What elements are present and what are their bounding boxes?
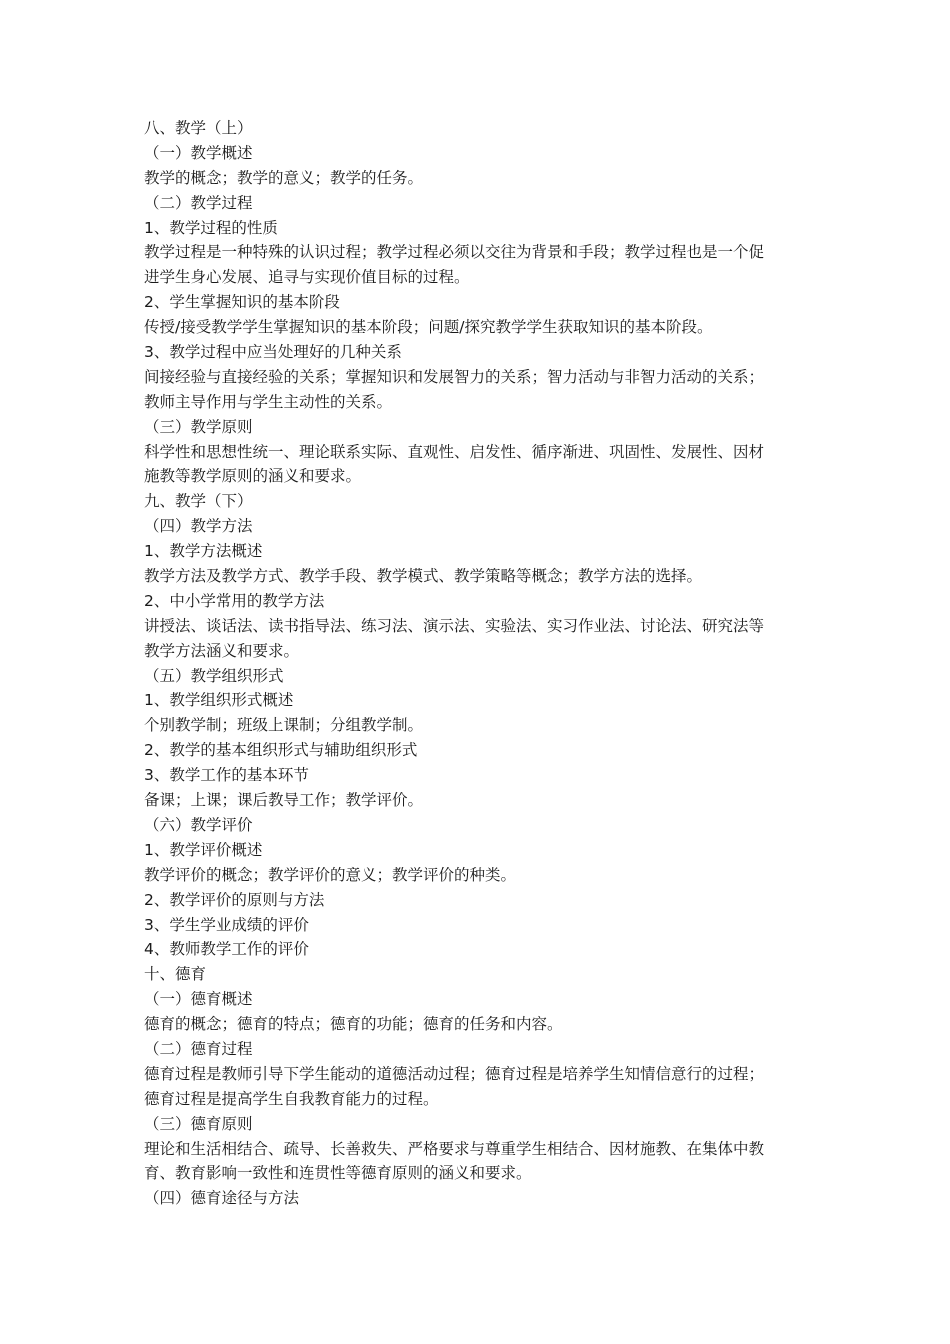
item-heading: 1、教学过程的性质: [144, 218, 278, 237]
paragraph-line: 教学方法涵义和要求。: [144, 641, 300, 660]
item-heading: 2、学生掌握知识的基本阶段: [144, 293, 340, 312]
paragraph-line: 德育的概念；德育的特点；德育的功能；德育的任务和内容。: [144, 1015, 563, 1034]
subheading-teaching-evaluation: （六）教学评价: [144, 815, 253, 834]
document-body: [144, 116, 812, 1211]
subheading-teaching-overview: （一）教学概述: [144, 143, 253, 162]
paragraph-line: 育、教育影响一致性和连贯性等德育原则的涵义和要求。: [144, 1164, 532, 1183]
subheading-teaching-organization: （五）教学组织形式: [144, 666, 284, 685]
paragraph-line: 科学性和思想性统一、理论联系实际、直观性、启发性、循序渐进、巩固性、发展性、因材: [144, 442, 765, 461]
item-heading: 2、教学的基本组织形式与辅助组织形式: [144, 741, 418, 760]
item-heading: 1、教学方法概述: [144, 542, 263, 561]
paragraph-line: 传授/接受教学学生掌握知识的基本阶段；问题/探究教学学生获取知识的基本阶段。: [144, 318, 713, 337]
paragraph-line: 个别教学制；班级上课制；分组教学制。: [144, 716, 424, 735]
subheading-moral-methods: （四）德育途径与方法: [144, 1189, 300, 1208]
item-heading: 2、教学评价的原则与方法: [144, 890, 325, 909]
subheading-teaching-methods: （四）教学方法: [144, 517, 253, 536]
paragraph-line: 理论和生活相结合、疏导、长善救失、严格要求与尊重学生相结合、因材施教、在集体中教: [144, 1139, 765, 1158]
paragraph-line: 教师主导作用与学生主动性的关系。: [144, 392, 393, 411]
paragraph-line: 教学方法及教学方式、教学手段、教学模式、教学策略等概念；教学方法的选择。: [144, 567, 703, 586]
paragraph-line: 备课；上课；课后教导工作；教学评价。: [144, 791, 424, 810]
paragraph-line: 教学的概念；教学的意义；教学的任务。: [144, 168, 424, 187]
item-heading: 3、学生学业成绩的评价: [144, 915, 309, 934]
subheading-teaching-principles: （三）教学原则: [144, 417, 253, 436]
item-heading: 3、教学过程中应当处理好的几种关系: [144, 343, 402, 362]
subheading-teaching-process: （二）教学过程: [144, 193, 253, 212]
item-heading: 2、中小学常用的教学方法: [144, 591, 325, 610]
heading-moral-education: 十、德育: [144, 965, 207, 984]
paragraph-line: 德育过程是提高学生自我教育能力的过程。: [144, 1089, 439, 1108]
heading-teaching-part2: 九、教学（下）: [144, 492, 253, 511]
paragraph-line: 施教等教学原则的涵义和要求。: [144, 467, 362, 486]
paragraph-line: 教学评价的概念；教学评价的意义；教学评价的种类。: [144, 865, 517, 884]
subheading-moral-principles: （三）德育原则: [144, 1114, 253, 1133]
heading-teaching-part1: 八、教学（上）: [144, 119, 253, 137]
paragraph-line: 讲授法、谈话法、读书指导法、练习法、演示法、实验法、实习作业法、讨论法、研究法等: [144, 616, 765, 635]
subheading-moral-overview: （一）德育概述: [144, 990, 253, 1009]
item-heading: 4、教师教学工作的评价: [144, 940, 309, 959]
item-heading: 3、教学工作的基本环节: [144, 766, 309, 785]
subheading-moral-process: （二）德育过程: [144, 1039, 253, 1058]
item-heading: 1、教学组织形式概述: [144, 691, 294, 710]
paragraph-line: 间接经验与直接经验的关系；掌握知识和发展智力的关系；智力活动与非智力活动的关系；: [144, 367, 765, 386]
paragraph-line: 教学过程是一种特殊的认识过程；教学过程必须以交往为背景和手段；教学过程也是一个促: [144, 243, 765, 262]
paragraph-line: 德育过程是教师引导下学生能动的道德活动过程；德育过程是培养学生知情信意行的过程；: [144, 1064, 765, 1083]
paragraph-line: 进学生身心发展、追寻与实现价值目标的过程。: [144, 268, 470, 287]
item-heading: 1、教学评价概述: [144, 840, 263, 859]
